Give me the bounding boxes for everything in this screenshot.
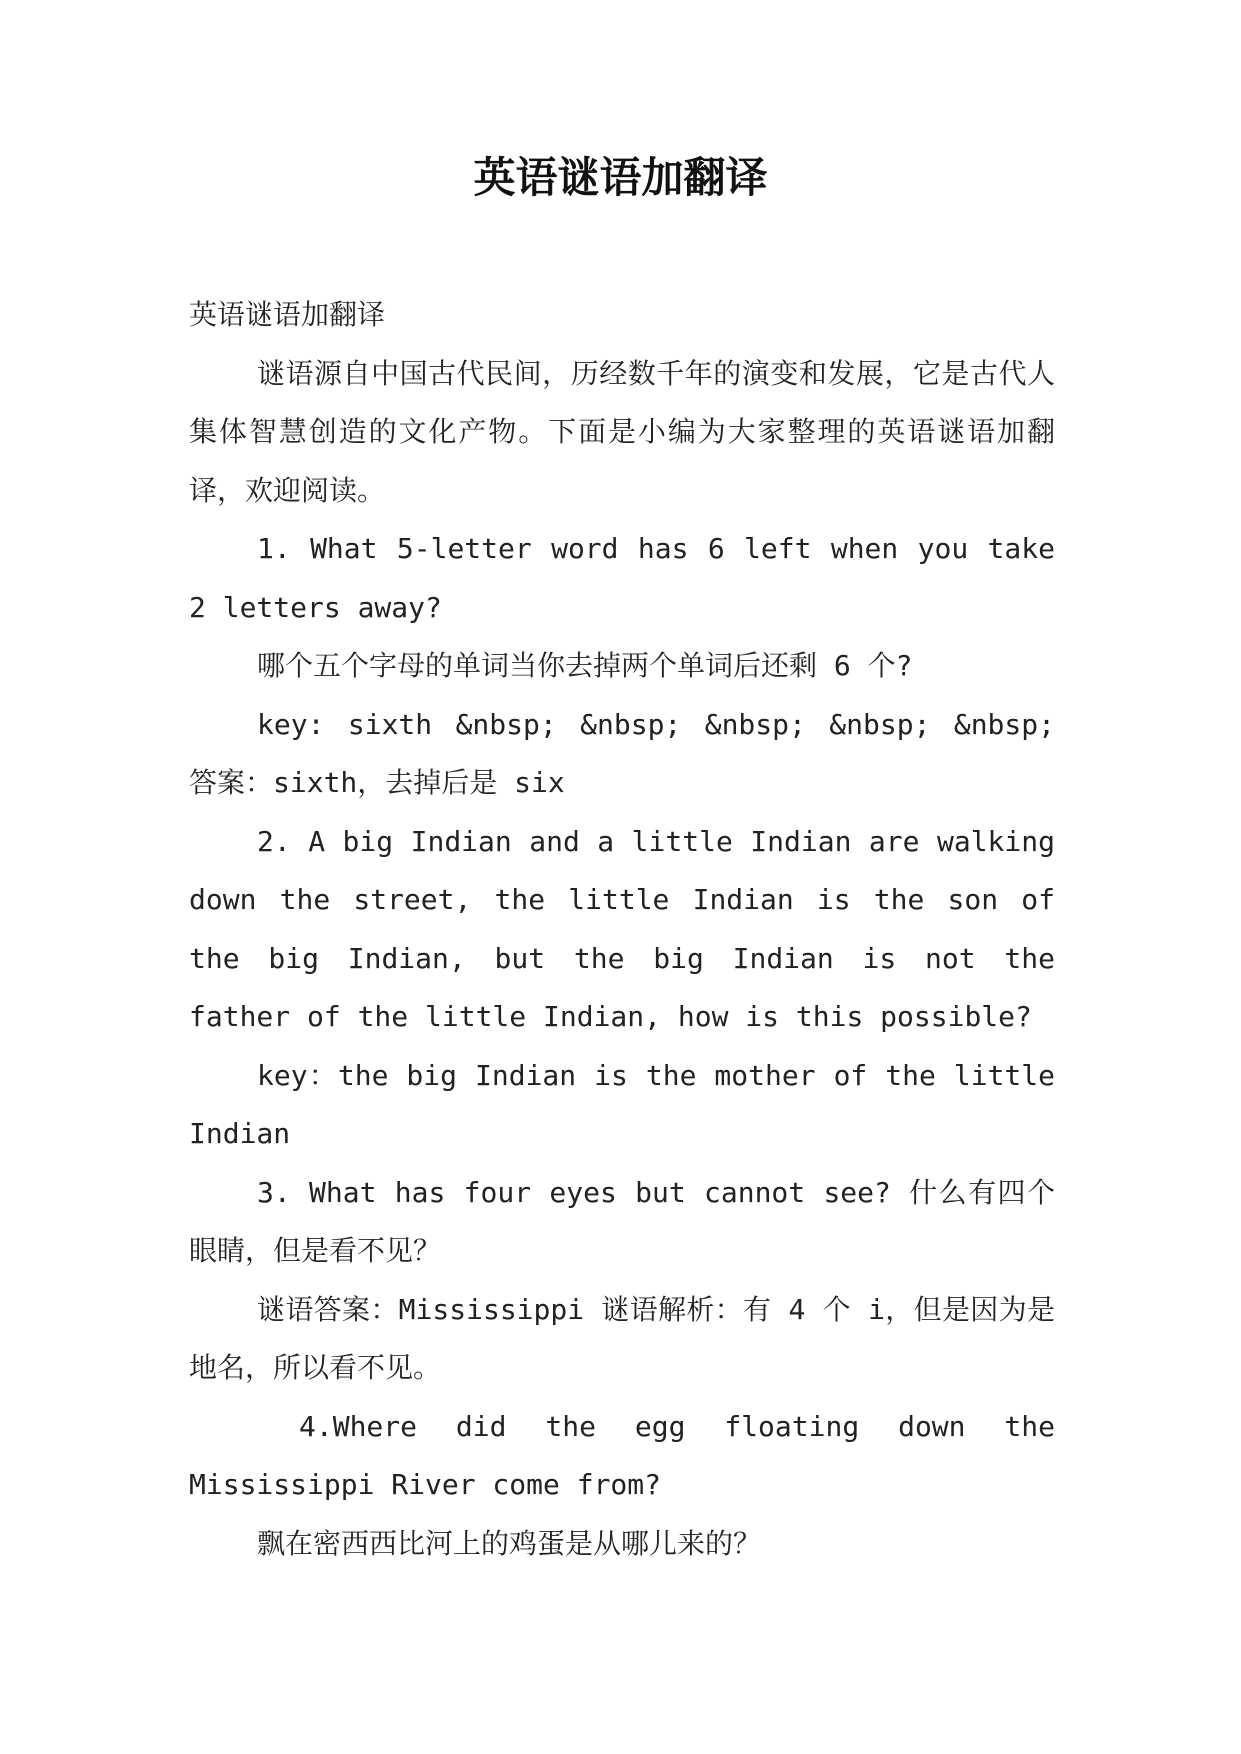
document-body [189,286,1055,1573]
document-title: 英语谜语加翻译 [473,153,768,202]
riddle-4-question: 4.Where did the egg floating down the Mississippi River come from? [189,1409,1055,1501]
riddle-1-question: 1. What 5-letter word has 6 left when you take 2 letters away? [189,532,1055,624]
riddle-4-translation: 飘在密西西比河上的鸡蛋是从哪儿来的？ [257,1526,762,1560]
riddle-1-translation: 哪个五个字母的单词当你去掉两个单词后还剩 6 个? [257,649,913,682]
paragraph-heading: 英语谜语加翻译 [189,298,386,331]
paragraph-intro: 谜语源自中国古代民间，历经数千年的演变和发展，它是古代人集体智慧创造的文化产物。下面是小编为大家整理的英语谜语加翻译，欢迎阅读。 [189,356,1055,507]
riddle-2-answer: key：the big Indian is the mother of the little Indian [189,1058,1055,1150]
riddle-3-question: 3. What has four eyes but cannot see? 什么有四个眼睛，但是看不见？ [189,1175,1055,1267]
riddle-1-answer: key: sixth &nbsp; &nbsp; &nbsp; &nbsp; &nbsp; 答案：sixth，去掉后是 six [189,707,1055,799]
riddle-2-question: 2. A big Indian and a little Indian are walking down the street, the little Indian is the son of the big Indian, but the big Indian is not the father of the little Indian, how is this possible? [189,824,1055,1033]
riddle-3-answer: 谜语答案：Mississippi 谜语解析：有 4 个 i，但是因为是地名，所以看不见。 [189,1292,1055,1384]
